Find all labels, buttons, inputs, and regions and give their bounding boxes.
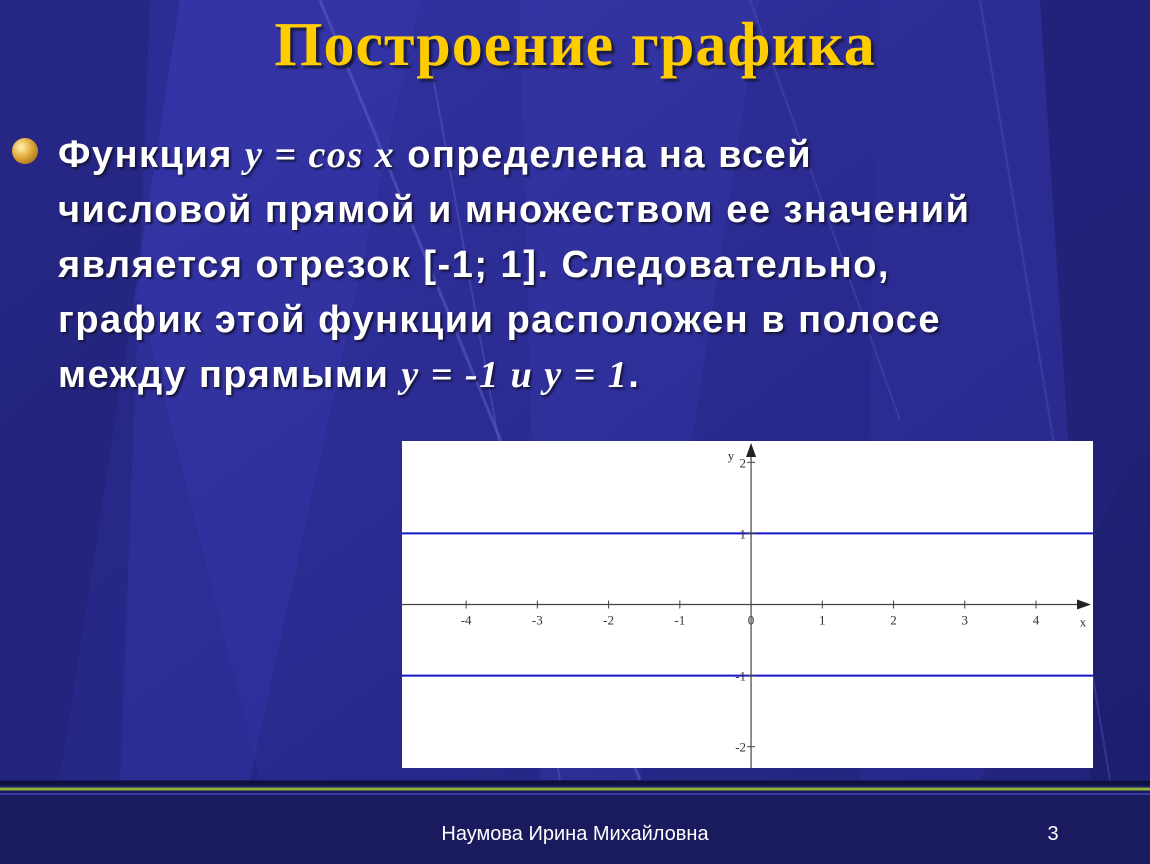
body-line-2: числовой прямой и множеством ее значений xyxy=(58,189,971,231)
bullet-icon xyxy=(12,138,38,164)
body-line-1-end: определена на всей xyxy=(395,134,813,176)
x-tick-label: -2 xyxy=(603,612,615,628)
body-line-1 xyxy=(58,128,1138,183)
cos-formula: y = cos x xyxy=(245,134,396,176)
conjunction: и xyxy=(499,354,545,396)
body-line-5-end: . xyxy=(628,354,641,396)
page-number: 3 xyxy=(1047,823,1059,845)
y-tick-label: -2 xyxy=(735,739,747,755)
x-axis-label: x xyxy=(1079,614,1087,630)
x-tick-label: -1 xyxy=(674,612,686,628)
x-tick-label: -3 xyxy=(531,612,543,628)
body-line-5-start: между прямыми xyxy=(58,354,402,396)
y-axis-arrow xyxy=(746,443,756,457)
footer-divider xyxy=(0,780,1150,800)
x-tick-label: 1 xyxy=(819,612,826,628)
graph-panel xyxy=(402,441,1093,768)
line-y-1-formula: y = 1 xyxy=(544,354,629,396)
body-line-5 xyxy=(58,348,1138,403)
y-axis-label: y xyxy=(727,448,735,463)
line-y-minus-1-formula: y = -1 xyxy=(401,354,500,396)
body-line-3: является отрезок [-1; 1]. Следовательно, xyxy=(58,244,890,286)
footer-author: Наумова Ирина Михайловна xyxy=(441,823,709,845)
x-tick-label: -4 xyxy=(460,612,472,628)
graph-svg xyxy=(402,441,1093,768)
x-tick-label: 4 xyxy=(1032,612,1040,628)
body-line-4: график этой функции расположен в полосе xyxy=(58,299,941,341)
y-tick-label: 2 xyxy=(739,455,747,471)
slide-body-text xyxy=(58,128,1138,403)
body-line-1-start: Функция xyxy=(58,134,245,176)
slide-title: Построение графика xyxy=(274,11,876,79)
y-tick-label: -1 xyxy=(735,668,747,684)
y-tick-label: 1 xyxy=(739,526,747,542)
x-axis-arrow xyxy=(1077,600,1091,610)
x-tick-label: 2 xyxy=(890,612,897,628)
x-tick-label: 0 xyxy=(747,612,755,628)
x-tick-label: 3 xyxy=(961,612,969,628)
